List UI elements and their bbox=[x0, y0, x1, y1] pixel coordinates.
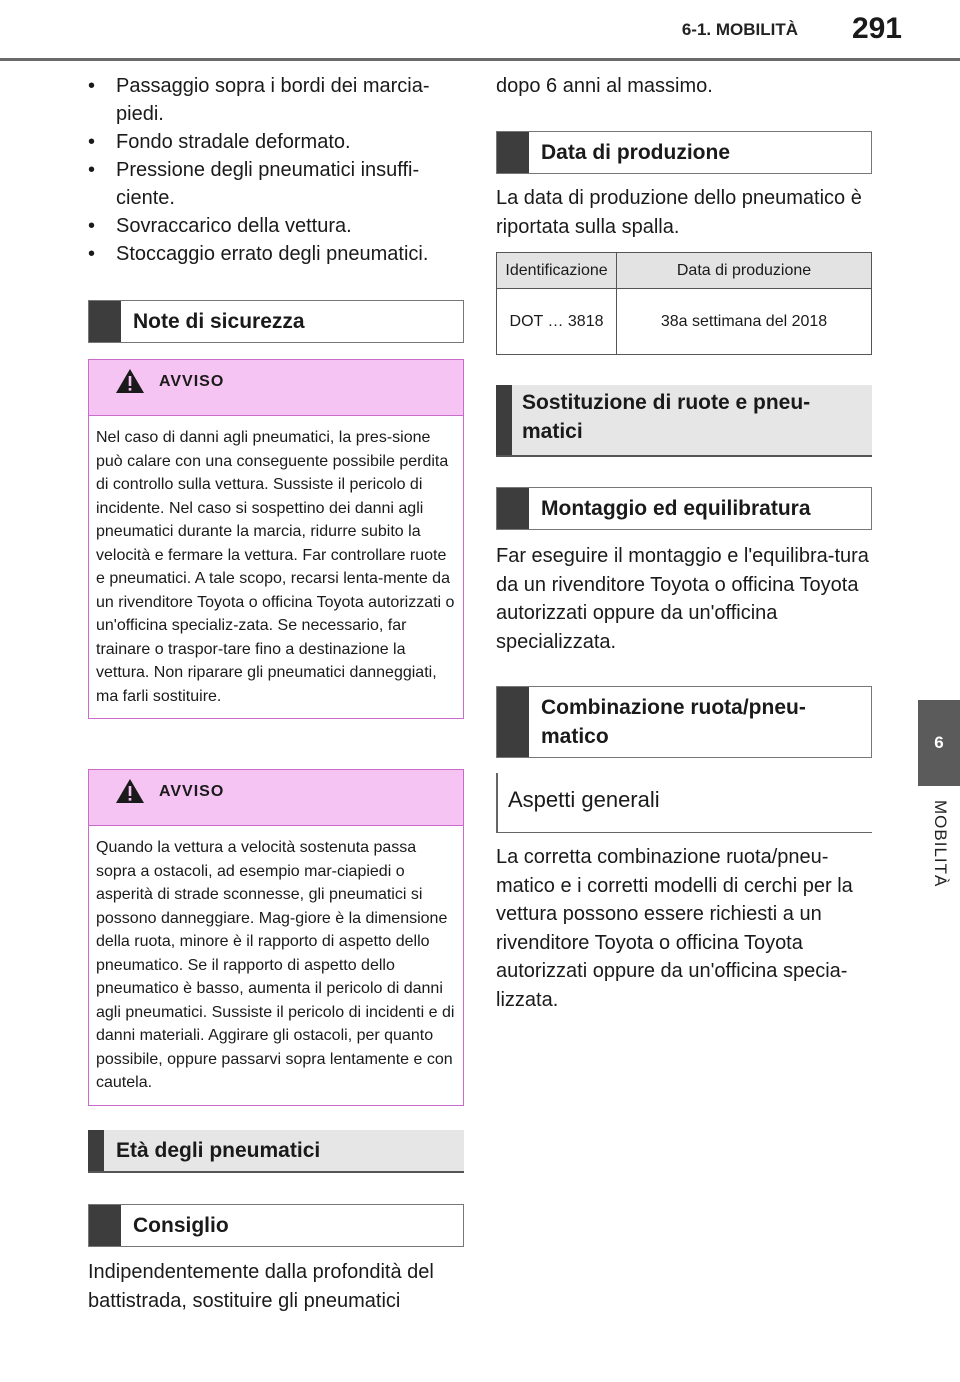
chapter-tab-label: MOBILITÀ bbox=[931, 800, 950, 888]
warning-triangle-icon bbox=[115, 368, 145, 394]
list-item: • Fondo stradale deformato. bbox=[88, 128, 464, 156]
heading-mounting: Montaggio ed equilibratura bbox=[496, 487, 872, 530]
list-item: • Stoccaggio errato degli pneumatici. bbox=[88, 240, 464, 268]
continuation-text: dopo 6 anni al massimo. bbox=[496, 75, 713, 97]
warning-box-obstacles bbox=[88, 769, 464, 1106]
table-header: Data di produzione bbox=[617, 253, 872, 289]
chapter-tab bbox=[918, 700, 960, 786]
header-divider bbox=[0, 58, 960, 61]
heading-combination: Combinazione ruota/pneu-matico bbox=[496, 686, 872, 758]
chapter-tab-number: 6 bbox=[934, 733, 944, 752]
warning-box-damage bbox=[88, 359, 464, 719]
page-number: 291 bbox=[851, 12, 902, 45]
warning-label: AVVISO bbox=[159, 373, 225, 390]
section-title: 6-1. MOBILITÀ bbox=[681, 20, 798, 39]
production-table bbox=[496, 252, 872, 355]
tip-text: Indipendentemente dalla profondità del battistrada, sostituire gli pneumatici bbox=[88, 1261, 434, 1312]
list-item: • Sovraccarico della vettura. bbox=[88, 212, 464, 240]
general-text: La corretta combinazione ruota/pneu-matico e i corretti modelli di cerchi per la vettura possono essere richiesti a un rivenditore Toyota o officina Toyota autorizzati oppure da un'officina specia-lizzata. bbox=[496, 846, 853, 1011]
table-header: Identificazione bbox=[497, 253, 617, 289]
heading-tip: Consiglio bbox=[88, 1204, 464, 1247]
table-cell: 38a settimana del 2018 bbox=[617, 289, 872, 355]
heading-safety-notes: Note di sicurezza bbox=[88, 300, 464, 343]
table-header-row bbox=[497, 253, 872, 289]
left-column bbox=[88, 72, 464, 1312]
heading-tire-age: Età degli pneumatici bbox=[88, 1130, 464, 1173]
subheading-general: Aspetti generali bbox=[496, 773, 872, 833]
warning-text: Nel caso di danni agli pneumatici, la pres-sione può calare con una conseguente possibile perdita di controllo sulla vettura. Sussiste il pericolo di incidente. Nel caso si sospettino dei danni agli pneumatici durante la marcia, ridurre subito la velocità e fermare la vettura. Far controllare ruote e pneumatici. A tale scopo, recarsi lenta-mente da un rivenditore Toyota o officina Toyota autorizzati o un'officina specializ-zata. Se necessario, far trainare o traspor-tare fino a destinazione la vettura. Non riparare gli pneumatici danneggiati, ma farli sostituire. bbox=[96, 429, 455, 705]
list-item: • Passaggio sopra i bordi dei marcia-piedi. bbox=[88, 72, 464, 128]
warning-label: AVVISO bbox=[159, 783, 225, 800]
heading-production-date: Data di produzione bbox=[496, 131, 872, 174]
list-item: • Pressione degli pneumatici insuffi-ciente. bbox=[88, 156, 464, 212]
table-cell: DOT … 3818 bbox=[497, 289, 617, 355]
damage-causes-list bbox=[88, 72, 464, 268]
heading-replacement: Sostituzione di ruote e pneu-matici bbox=[496, 385, 872, 457]
production-text: La data di produzione dello pneumatico è riportata sulla spalla. bbox=[496, 187, 862, 238]
mounting-text: Far eseguire il montaggio e l'equilibra-tura da un rivenditore Toyota o officina Toyota autorizzati oppure da un'officina specializzata. bbox=[496, 545, 869, 653]
table-row bbox=[497, 289, 872, 355]
warning-text: Quando la vettura a velocità sostenuta passa sopra a ostacoli, ad esempio mar-ciapiedi o asperità di strade sconnesse, gli pneumatici si possono danneggiare. Mag-giore è la dimensione della ruota, minore è il rapporto di aspetto dello pneumatico. Se il rapporto di aspetto dello pneumatico è basso, aumenta il pericolo di danni agli pneumatici. Sussiste il pericolo di incidenti e di danni materiali. Aggirare gli ostacoli, per quanto possibile, oppure passarvi sopra lentamente e con cautela. bbox=[96, 839, 455, 1091]
warning-triangle-icon bbox=[115, 778, 145, 804]
